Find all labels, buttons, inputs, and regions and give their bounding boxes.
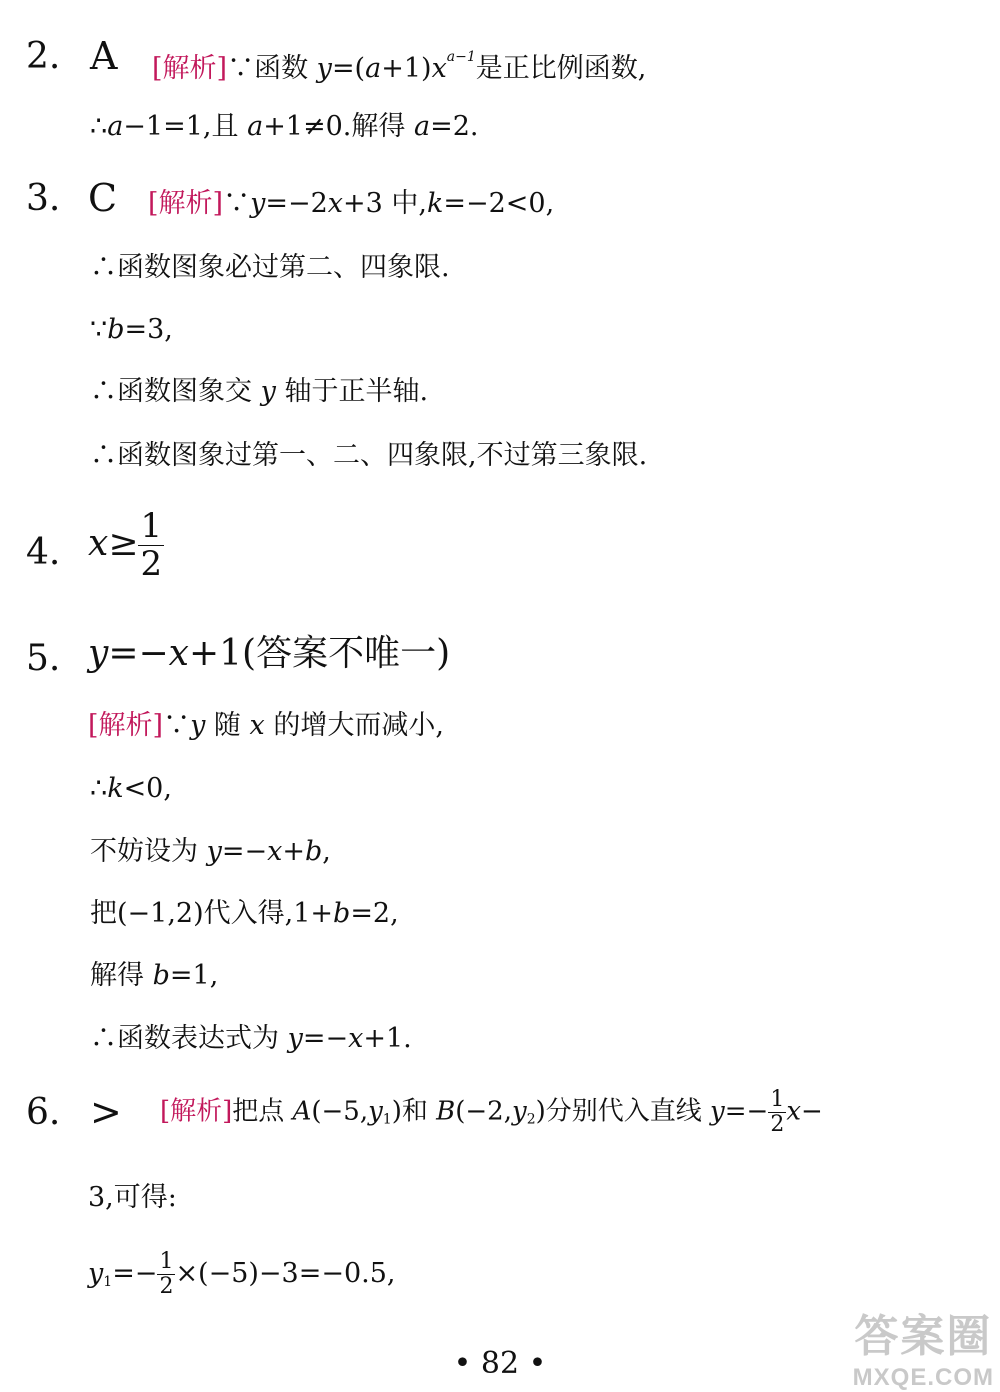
q6-line-2: 3,可得: [88, 1182, 177, 1213]
q5-line-1: [解析]∵y 随 x 的增大而减小, [88, 710, 444, 741]
q4-answer: x≥ $\frac{1}{2}$ [88, 506, 163, 585]
q5-line-5: 解得 b=1, [90, 960, 219, 991]
q3-line-3: ∵b=3, [90, 314, 173, 345]
q3-answer: C [88, 176, 118, 220]
q4-number: 4. [26, 532, 61, 573]
fraction-one-half: $\frac{1}{2}$ [159, 1249, 174, 1300]
analysis-tag: [解析] [160, 1096, 233, 1127]
q2-line-1: [解析]∵函数 $y=(a+1)x^{a-1}$是正比例函数, [152, 49, 647, 84]
fraction-one-half: $\frac{1}{2}$ [770, 1087, 785, 1138]
q3-line-2: ∴函数图象必过第二、四象限. [90, 252, 450, 283]
q6-line-3: $y_1=-$ $\frac{1}{2}$ ×(−5)−3=−0.5, [88, 1249, 396, 1300]
q6-number: 6. [26, 1092, 61, 1133]
q2-line-2: ∴a−1=1,且 a+1≠0.解得 a=2. [90, 111, 479, 142]
q2-answer: A [90, 34, 118, 78]
q5-number: 5. [26, 638, 61, 679]
page-number: • 82 • [453, 1346, 547, 1381]
q5-line-4: 把(−1,2)代入得,1+b=2, [90, 898, 399, 929]
watermark-logo: 答案圈 MXQE.COM [852, 1312, 994, 1391]
fraction-one-half: $\frac{1}{2}$ [140, 506, 163, 585]
q5-answer: y=−x+1(答案不唯一) [88, 633, 451, 674]
q5-line-6: ∴函数表达式为 y=−x+1. [90, 1023, 412, 1054]
analysis-tag: [解析] [152, 53, 228, 84]
q6-line-1: [解析]把点 $A(-5,y_1)$和 $B(-2,y_2)$分别代入直线 y=− $\frac{1}{2}$ x− [160, 1087, 823, 1138]
q3-line-1: [解析]∵y=−2x+3 中,k=−2<0, [148, 188, 555, 219]
analysis-tag: [解析] [88, 710, 164, 741]
q5-line-2: ∴k<0, [90, 773, 172, 804]
q3-line-4: ∴函数图象交 y 轴于正半轴. [90, 376, 429, 407]
q2-number: 2. [26, 36, 61, 77]
q3-number: 3. [26, 178, 61, 219]
q3-line-5: ∴函数图象过第一、二、四象限,不过第三象限. [90, 440, 648, 471]
q5-line-3: 不妨设为 y=−x+b, [90, 836, 331, 867]
q6-answer: > [90, 1090, 122, 1134]
analysis-tag: [解析] [148, 188, 224, 219]
